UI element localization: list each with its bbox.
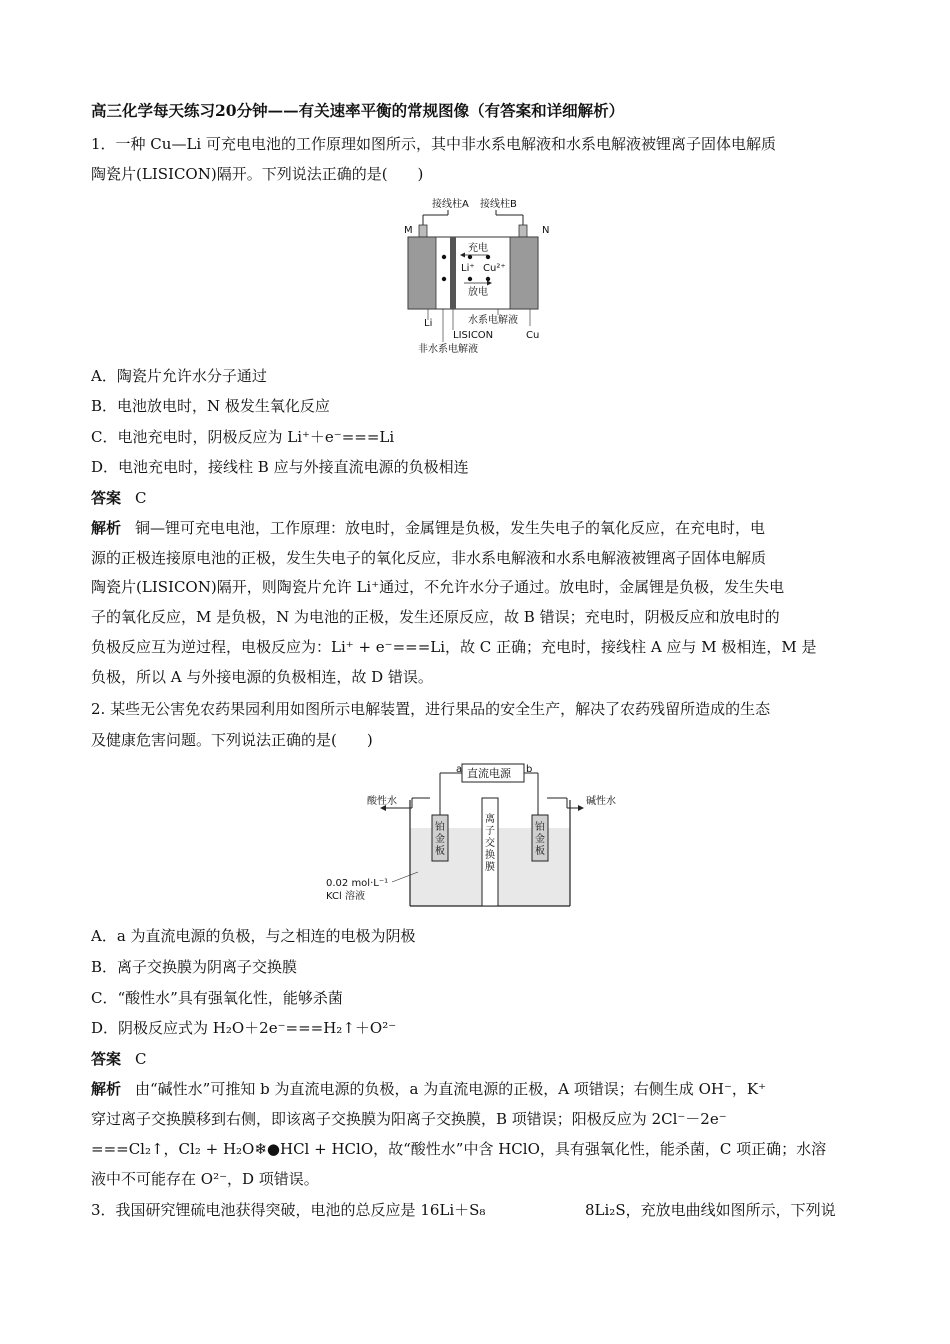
- q1-stem-line1: 1．一种 Cu—Li 可充电电池的工作原理如图所示，其中非水系电解液和水系电解液被锂离子固体电解质: [91, 135, 776, 153]
- q2-analysis-line4: 液中不可能存在 O²⁻，D 项错误。: [91, 1170, 319, 1188]
- q2-answer-value: C: [135, 1050, 147, 1068]
- svg-text:换: 换: [485, 850, 495, 861]
- q1-option-c: C．电池充电时，阴极反应为 Li⁺＋e⁻===Li: [91, 428, 395, 446]
- cu-ion-label: Cu²⁺: [483, 263, 506, 274]
- q1-option-d: D．电池充电时，接线柱 B 应与外接直流电源的负极相连: [91, 458, 469, 476]
- kcl-label: KCl 溶液: [326, 891, 365, 902]
- m-label: M: [404, 225, 413, 236]
- n-label: N: [542, 225, 550, 236]
- lisicon-plate: [450, 237, 456, 309]
- li-label: Li: [424, 318, 433, 329]
- q2-analysis-label: 解析: [91, 1080, 122, 1098]
- q1-analysis-label: 解析: [91, 519, 122, 537]
- q1-battery-diagram: [398, 195, 558, 355]
- svg-text:金: 金: [535, 834, 545, 845]
- svg-text:铂: 铂: [435, 822, 445, 833]
- svg-text:子: 子: [485, 826, 495, 837]
- q1-analysis-line5: 负极反应互为逆过程，电极反应为：Li⁺ + e⁻===Li，故 C 正确；充电时，接线柱 A 应与 M 极相连，M 是: [91, 638, 817, 656]
- q1-analysis-line4: 子的氧化反应，M 是负极，N 为电池的正极，发生还原反应，故 B 错误；充电时，阴极反应和放电时的: [91, 608, 780, 626]
- svg-text:板: 板: [535, 846, 545, 857]
- q1-analysis-line3: 陶瓷片(LISICON)隔开，则陶瓷片允许 Li⁺通过，不允许水分子通过。放电时，金属锂是负极，发生失电: [91, 578, 785, 596]
- q1-option-a: A．陶瓷片允许水分子通过: [91, 367, 267, 385]
- li-ion-label: Li⁺: [461, 263, 475, 274]
- q1-option-b: B．电池放电时，N 极发生氧化反应: [91, 397, 330, 415]
- q1-answer-label: 答案: [91, 489, 122, 507]
- q2-answer-label: 答案: [91, 1050, 122, 1068]
- q1-answer-value: C: [135, 489, 147, 507]
- aqueous-label: 水系电解液: [468, 315, 518, 326]
- page-title: 高三化学每天练习20分钟——有关速率平衡的常规图像（有答案和详细解析）: [91, 101, 625, 120]
- q1-analysis-line2: 源的正极连接原电池的正极，发生失电子的氧化反应，非水系电解液和水系电解液被锂离子固体电解质: [91, 549, 767, 567]
- li-electrode: [408, 237, 436, 309]
- svg-text:铂: 铂: [535, 822, 545, 833]
- alkali-water-label: 碱性水: [586, 796, 616, 807]
- post-a-label: 接线柱A: [432, 199, 469, 210]
- q2-stem-line1: 2. 某些无公害免农药果园利用如图所示电解装置，进行果品的安全生产，解决了农药残留所造成的生态: [91, 700, 771, 718]
- membrane-label-1: 离: [485, 814, 495, 825]
- q2-stem-line2: 及健康危害问题。下列说法正确的是( ): [91, 731, 373, 749]
- concentration-label: 0.02 mol·L⁻¹: [326, 878, 389, 889]
- svg-text:膜: 膜: [485, 862, 495, 873]
- nonaqueous-label: 非水系电解液: [418, 344, 478, 355]
- q1-stem-line2: 陶瓷片(LISICON)隔开。下列说法正确的是( ): [91, 165, 424, 183]
- cu-electrode: [510, 237, 538, 309]
- svg-text:金: 金: [435, 834, 445, 845]
- q2-electrolysis-diagram: [322, 760, 632, 912]
- power-label: 直流电源: [467, 767, 511, 780]
- q3-stem-left: 3．我国研究锂硫电池获得突破，电池的总反应是 16Li＋S₈: [91, 1201, 486, 1219]
- q1-analysis-line6: 负极，所以 A 与外接电源的负极相连，故 D 错误。: [91, 668, 433, 686]
- charge-label: 充电: [468, 243, 488, 254]
- q2-option-b: B．离子交换膜为阴离子交换膜: [91, 958, 298, 976]
- terminal-b: b: [526, 764, 533, 775]
- discharge-label: 放电: [468, 287, 488, 298]
- q1-answer: [91, 488, 861, 508]
- terminal-a: a: [456, 764, 463, 775]
- q2-analysis-line3: ===Cl₂↑，Cl₂ + H₂O❄●HCl + HClO，故“酸性水”中含 HClO，具有强氧化性，能杀菌，C 项正确；水溶: [91, 1140, 827, 1158]
- q2-analysis-line1: 解析 由“碱性水”可推知 b 为直流电源的负极，a 为直流电源的正极，A 项错误；右侧生成 OH⁻，K⁺: [91, 1080, 766, 1098]
- q2-option-a: A．a 为直流电源的负极，与之相连的电极为阴极: [91, 927, 416, 945]
- q2-analysis-line2: 穿过离子交换膜移到右侧，即该离子交换膜为阳离子交换膜，B 项错误；阳极反应为 2Cl⁻－2e⁻: [91, 1110, 727, 1128]
- svg-text:板: 板: [435, 846, 445, 857]
- q2-answer: [91, 1049, 861, 1069]
- q3-stem-right: 8Li₂S，充放电曲线如图所示，下列说: [585, 1201, 836, 1219]
- q2-option-c: C．“酸性水”具有强氧化性，能够杀菌: [91, 989, 343, 1007]
- q1-analysis-line1: 解析 铜—锂可充电电池，工作原理：放电时，金属锂是负极，发生失电子的氧化反应，在充电时，电: [91, 519, 766, 537]
- cu-label: Cu: [526, 330, 540, 341]
- svg-text:交: 交: [485, 838, 495, 849]
- post-b-label: 接线柱B: [480, 199, 517, 210]
- lisicon-label: LISICON: [453, 330, 494, 341]
- q2-option-d: D．阴极反应式为 H₂O＋2e⁻===H₂↑＋O²⁻: [91, 1019, 397, 1037]
- acid-water-label: 酸性水: [367, 796, 397, 807]
